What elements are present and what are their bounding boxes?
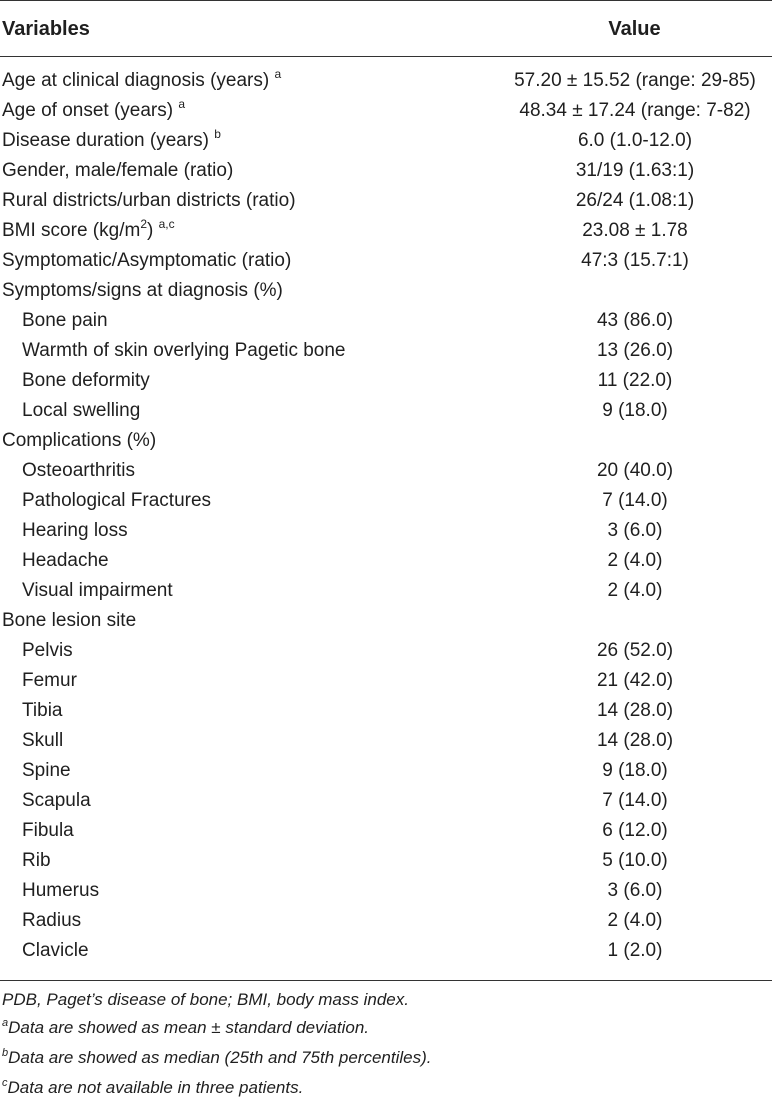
row-value: 2 (4.0) [607,910,663,931]
row-label: Rural districts/urban districts (ratio) [2,190,296,211]
row-value: 3 (6.0) [607,520,663,541]
row-variable [22,876,99,906]
row-variable [22,306,108,336]
table-row [0,876,772,906]
table-row [0,156,772,186]
row-value: 57.20 ± 15.52 (range: 29-85) [514,70,756,91]
row-label: Bone pain [22,310,108,331]
row-value: 7 (14.0) [602,790,668,811]
row-label: Bone lesion site [2,610,137,631]
row-value: 48.34 ± 17.24 (range: 7-82) [519,100,751,121]
row-variable [2,216,175,247]
row-label: Pathological Fractures [22,490,212,511]
row-value: 6.0 (1.0-12.0) [577,130,693,151]
header-variables: Variables [2,18,90,40]
row-variable [22,846,51,876]
table-row [0,186,772,216]
table-row [0,726,772,756]
row-label: Age at clinical diagnosis (years) [2,70,275,91]
row-variable [22,786,91,816]
row-variable [2,426,156,456]
header-rule [0,56,772,57]
row-value: 7 (14.0) [602,490,668,511]
row-label: Rib [22,850,51,871]
row-variable [22,726,63,756]
table-row [0,276,772,306]
footnote [2,1044,762,1074]
table-row [0,636,772,666]
table-row [0,126,772,156]
footnote-text: Data are showed as median (25th and 75th percentiles). [8,1048,432,1067]
row-variable [22,756,71,786]
row-variable [2,66,281,97]
table-body [0,66,772,966]
row-variable [22,576,173,606]
table-row [0,576,772,606]
table-row [0,306,772,336]
footnote-marker: a [2,1017,9,1029]
table-row [0,816,772,846]
row-value: 11 (22.0) [597,370,673,391]
table-row [0,336,772,366]
row-value: 1 (2.0) [607,940,663,961]
row-label: Fibula [22,820,74,841]
row-variable [22,546,109,576]
row-label: Scapula [22,790,91,811]
table-row [0,66,772,96]
row-variable [22,516,128,546]
row-label: BMI score (kg/m [2,220,141,241]
row-label: Gender, male/female (ratio) [2,160,234,181]
table-row [0,396,772,426]
row-variable [2,606,136,636]
row-value: 14 (28.0) [596,730,674,751]
row-variable [2,126,221,157]
row-variable [22,486,211,516]
row-value: 2 (4.0) [607,550,663,571]
row-value: 26/24 (1.08:1) [575,190,695,211]
table-row [0,756,772,786]
row-value: 20 (40.0) [596,460,674,481]
row-value: 13 (26.0) [596,340,674,361]
row-value: 23.08 ± 1.78 [582,220,688,241]
table-row [0,96,772,126]
row-label: Symptomatic/Asymptomatic (ratio) [2,250,292,271]
row-value: 9 (18.0) [602,400,668,421]
table-row [0,486,772,516]
table-row [0,456,772,486]
footnote-marker: b [2,1047,9,1059]
row-variable [2,246,291,276]
row-label: Skull [22,730,64,751]
bottom-rule [0,980,772,981]
row-superscript: a [178,97,186,111]
table-header [0,0,772,56]
row-value: 9 (18.0) [602,760,668,781]
row-variable [22,816,74,846]
footnote-text: Data are showed as mean ± standard deviation. [8,1018,370,1037]
row-label: Bone deformity [22,370,150,391]
row-label: Femur [22,670,77,691]
row-variable [22,666,77,696]
table-footnotes [2,986,762,1104]
row-variable [2,156,233,186]
row-label: Humerus [22,880,100,901]
row-value: 14 (28.0) [596,700,674,721]
row-variable [2,186,296,216]
table-row [0,246,772,276]
row-variable [22,456,135,486]
row-label: Disease duration (years) [2,130,215,151]
row-label: Pelvis [22,640,73,661]
table-row [0,786,772,816]
row-variable [22,906,81,936]
row-variable [2,276,283,306]
row-value: 3 (6.0) [607,880,663,901]
row-superscript: a,c [158,217,175,231]
row-label: Hearing loss [22,520,128,541]
row-label: Visual impairment [22,580,173,601]
footnote-marker: c [2,1077,8,1089]
row-superscript: b [214,127,221,141]
row-variable [22,366,150,396]
table-row [0,546,772,576]
row-value: 2 (4.0) [607,580,663,601]
table-row [0,366,772,396]
header-value: Value [608,18,661,40]
row-label: Complications (%) [2,430,157,451]
footnote [2,1074,762,1104]
table-row [0,606,772,636]
row-label: Spine [22,760,71,781]
row-label: Headache [22,550,109,571]
table-row [0,906,772,936]
row-label: Tibia [22,700,63,721]
row-label: Osteoarthritis [22,460,135,481]
footnote [2,986,762,1014]
row-value: 21 (42.0) [596,670,674,691]
footnote-text: Data are not available in three patients. [7,1078,304,1097]
row-label: Clavicle [22,940,89,961]
row-label: Age of onset (years) [2,100,179,121]
row-value: 31/19 (1.63:1) [575,160,695,181]
row-variable [22,396,140,426]
row-superscript: a [274,67,282,81]
row-label: Symptoms/signs at diagnosis (%) [2,280,283,301]
table-row [0,696,772,726]
row-value: 43 (86.0) [596,310,674,331]
row-value: 5 (10.0) [602,850,668,871]
footnote-text: PDB, Paget’s disease of bone; BMI, body mass index. [2,990,409,1009]
row-value: 26 (52.0) [596,640,674,661]
row-variable [2,96,185,127]
row-label: Radius [22,910,82,931]
table-row [0,846,772,876]
row-variable [22,636,73,666]
row-label: Local swelling [22,400,141,421]
row-variable [22,696,62,726]
row-label: Warmth of skin overlying Pagetic bone [22,340,346,361]
table-row [0,516,772,546]
table-row [0,666,772,696]
table-row [0,426,772,456]
row-label-after: ) [147,220,159,241]
footnote [2,1014,762,1044]
row-value: 47:3 (15.7:1) [581,250,689,271]
table-row [0,936,772,966]
row-variable [22,336,346,366]
row-value: 6 (12.0) [602,820,668,841]
table-row [0,216,772,246]
row-superscript: 2 [140,217,147,231]
row-variable [22,936,89,966]
